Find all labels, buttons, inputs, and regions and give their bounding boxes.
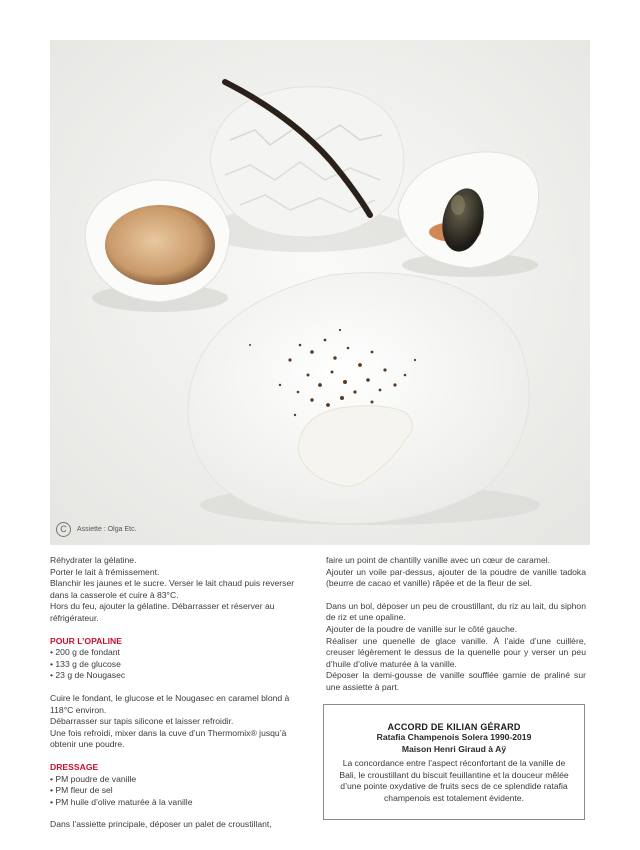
step-line: faire un point de chantilly vanille avec un cœur de caramel.: [326, 555, 551, 565]
list-item: • PM poudre de vanille: [50, 774, 312, 786]
list-item: • 200 g de fondant: [50, 647, 312, 659]
step-line: Réaliser une quenelle de glace vanille. À l’aide d’une cuillère, creuser légèrement le dessus de la quenelle pour y verser un peu d’huile d’olive maturée à la vanille.: [326, 635, 586, 669]
photo-credit-text: Assiette : Olga Etc.: [77, 526, 137, 533]
dressage-title: DRESSAGE: [50, 761, 99, 772]
pairing-box: [323, 704, 585, 820]
list-item: • PM fleur de sel: [50, 785, 312, 797]
list-item: • 133 g de glucose: [50, 659, 312, 671]
intro-line: Blanchir les jaunes et le sucre. Verser le lait chaud puis reverser dans la casserole et cuire à 83°C.: [50, 578, 295, 600]
dessert-photo: [50, 40, 590, 545]
step-line: Ajouter un voile par-dessus, ajouter de la poudre de vanille tadoka (beurre de cacao et vanille) râpée et de la fleur de sel.: [326, 566, 586, 589]
intro-line: Hors du feu, ajouter la gélatine. Débarrasser et réserver au réfrigérateur.: [50, 601, 275, 623]
pairing-wine: Ratafia Champenois Solera 1990-2019: [376, 732, 532, 742]
opaline-step: Débarrasser sur tapis silicone et laisser refroidir.: [50, 716, 234, 727]
left-column: [50, 555, 312, 831]
opaline-title: POUR L’OPALINE: [50, 635, 122, 646]
right-column: [326, 555, 586, 694]
intro-line: Réhydrater la gélatine.: [50, 555, 137, 565]
dressage-ingredients: [50, 774, 312, 809]
photo-credit: [56, 522, 137, 537]
pairing-house: Maison Henri Giraud à Aÿ: [401, 743, 507, 754]
pairing-text: La concordance entre l’aspect réconfortant de la vanille de Bali, le croustillant du biscuit feuillantine et la douceur mêlée d’une pointe oxydative de fruits secs de ce splendide ratafia champenois est totalement évidente.: [339, 758, 569, 803]
step-line: Déposer la demi-gousse de vanille soufflée garnie de praliné sur une assiette à part.: [326, 670, 586, 692]
step-line: Ajouter de la poudre de vanille sur le côté gauche.: [326, 623, 518, 634]
list-item: • PM huile d’olive maturée à la vanille: [50, 797, 312, 809]
opaline-step: Une fois refroidi, mixer dans la cuve d’un Thermomix® jusqu’à obtenir une poudre.: [50, 727, 287, 750]
opaline-step: Cuire le fondant, le glucose et le Nougasec en caramel blond à 118°C environ.: [50, 692, 290, 715]
dressage-start: Dans l’assiette principale, déposer un palet de croustillant,: [50, 819, 272, 830]
dessert-illustration: [50, 40, 590, 545]
step-line: Dans un bol, déposer un peu de croustillant, du riz au lait, du siphon de riz et une opaline.: [326, 600, 586, 623]
copyright-icon: C: [56, 522, 71, 537]
pairing-title: ACCORD DE KILIAN GÉRARD: [387, 722, 521, 732]
opaline-ingredients: [50, 647, 312, 682]
caramel-bowl: [85, 180, 230, 312]
intro-line: Porter le lait à frémissement.: [50, 566, 160, 577]
list-item: • 23 g de Nougasec: [50, 670, 312, 682]
caramel-cream: [105, 205, 215, 285]
